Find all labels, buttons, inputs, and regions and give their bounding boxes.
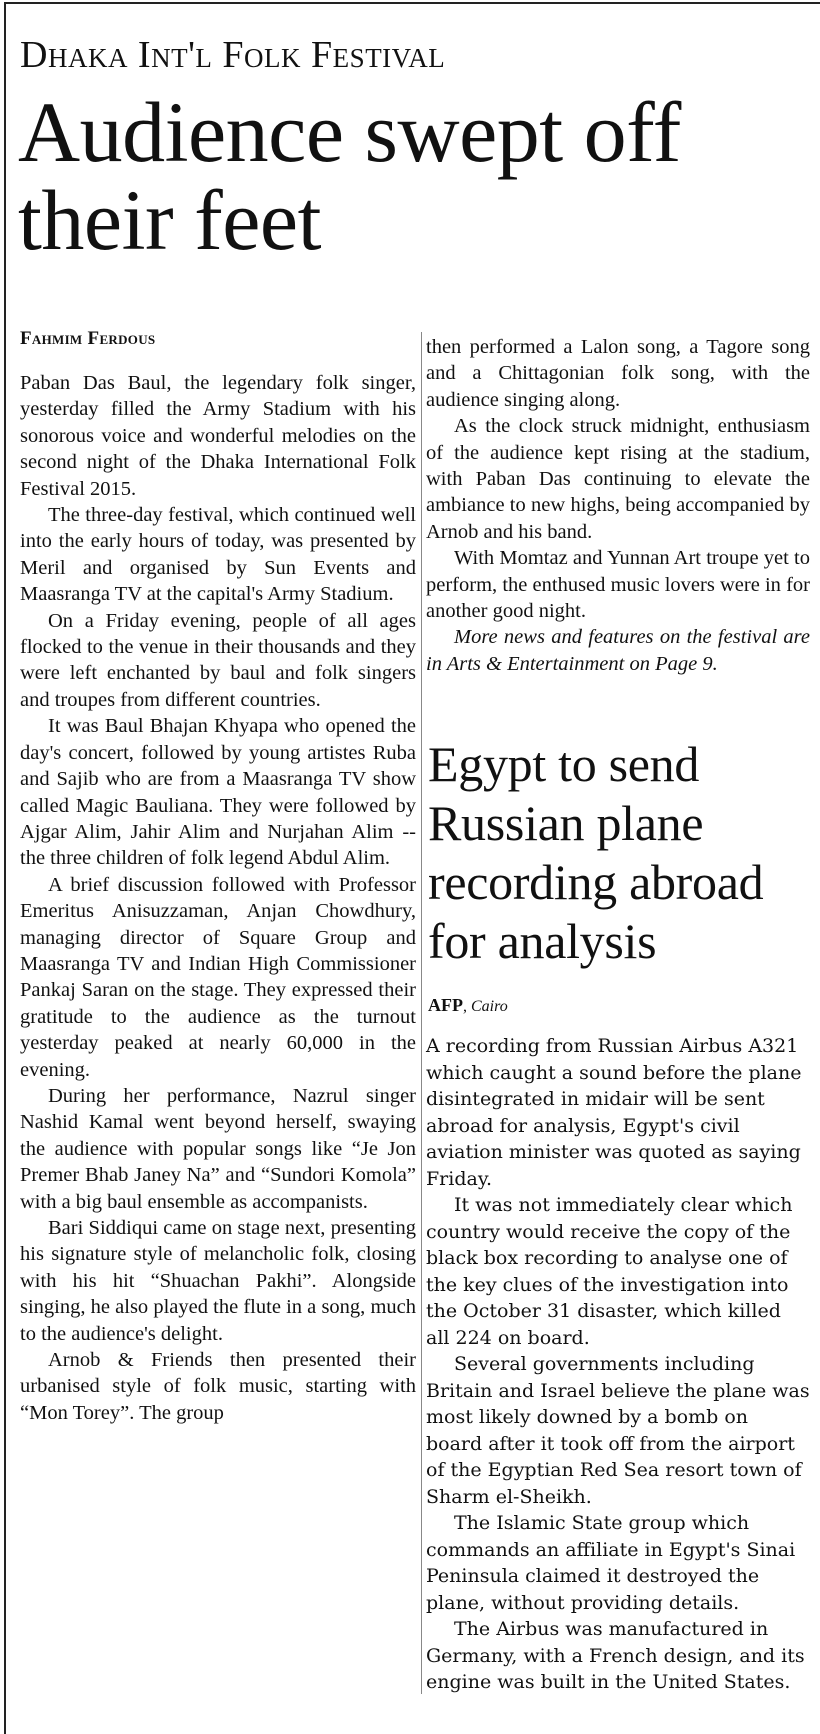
top-rule (4, 2, 820, 4)
article-paragraph: It was not immediately clear which country would receive the copy of the black box recording to analyse one of the key clues of the investigation into the October 31 disaster, which killed all 224 on board. (426, 1194, 793, 1349)
article-paragraph: On a Friday evening, people of all ages flocked to the venue in their thousands and they were left enchanted by baul and folk singers and troupes from different countries. (20, 609, 416, 711)
news-agency: AFP (428, 995, 463, 1015)
cross-reference-note: More news and features on the festival are in Arts & Entertainment on Page 9. (426, 626, 810, 675)
article-paragraph: A recording from Russian Airbus A321 which caught a sound before the plane disintegrated in midair will be sent abroad for analysis, Egypt's civil aviation minister was quoted as saying Friday. (426, 1035, 802, 1190)
article-paragraph: then performed a Lalon song, a Tagore song and a Chittagonian folk song, with the audience singing along. (426, 336, 810, 411)
article-paragraph: Bari Siddiqui came on stage next, presenting his signature style of melancholic folk, closing with his hit “Shuachan Pakhi”. Alongside singing, he also played the flute in a song, much to the audience's delight. (20, 1217, 416, 1345)
second-headline: Egypt to send Russian plane recording abroad for analysis (428, 736, 764, 969)
article-paragraph: The three-day festival, which continued well into the early hours of today, was presented by Meril and organised by Sun Events and Maasranga TV at the capital's Army Stadium. (20, 504, 416, 606)
article-paragraph: A brief discussion followed with Professor Emeritus Anisuzzaman, Anjan Chowdhury, managing director of Square Group and Maasranga TV and Indian High Commissioner Pankaj Saran on the stage. They expressed their gratitude to the audience as the turnout yesterday peaked at nearly 60,000 in the evening. (20, 873, 416, 1081)
second-byline: AFP, Cairo (428, 995, 508, 1015)
second-story-column (426, 1033, 810, 1696)
article-paragraph: During her performance, Nazrul singer Nashid Kamal went beyond herself, swaying the audience with popular songs like “Je Jon Premer Bhab Janey Na” and “Sundori Komola” with a big baul ensemble as accompanists. (20, 1084, 416, 1213)
article-paragraph: Arnob & Friends then presented their urbanised style of folk music, starting with “Mon Torey”. The group (20, 1349, 416, 1424)
main-story-column-1 (20, 370, 416, 1426)
section-kicker: Dhaka Int'l Folk Festival (20, 34, 446, 76)
dateline: Cairo (471, 998, 508, 1015)
article-paragraph: The Islamic State group which commands an affiliate in Egypt's Sinai Peninsula claimed it destroyed the plane, without providing details. (426, 1512, 796, 1614)
column-divider (421, 332, 422, 1694)
main-byline: Fahmim Ferdous (20, 328, 156, 349)
main-headline: Audience swept off their feet (18, 84, 681, 268)
article-paragraph: Paban Das Baul, the legendary folk singer, yesterday filled the Army Stadium with his sonorous voice and wonderful melodies on the second night of the Dhaka International Folk Festival 2015. (20, 372, 416, 500)
article-paragraph: The Airbus was manufactured in Germany, with a French design, and its engine was built in the United States. (426, 1618, 805, 1693)
article-paragraph: Several governments including Britain and Israel believe the plane was most likely downed by a bomb on board after it took off from the airport of the Egyptian Red Sea resort town of Sharm el-Sheikh. (426, 1353, 810, 1508)
left-rule (4, 2, 6, 1734)
article-paragraph: It was Baul Bhajan Khyapa who opened the day's concert, followed by young artistes Ruba and Sajib who are from a Maasranga TV show called Magic Bauliana. They were followed by Ajgar Alim, Jahir Alim and Nurjahan Alim -- the three children of folk legend Abdul Alim. (20, 715, 416, 870)
main-story-column-2 (426, 334, 810, 677)
article-paragraph: With Momtaz and Yunnan Art troupe yet to perform, the enthused music lovers were in for another good night. (426, 547, 810, 623)
article-paragraph: As the clock struck midnight, enthusiasm of the audience kept rising at the stadium, with Paban Das continuing to elevate the ambiance to new highs, being accompanied by Arnob and his band. (426, 415, 810, 543)
